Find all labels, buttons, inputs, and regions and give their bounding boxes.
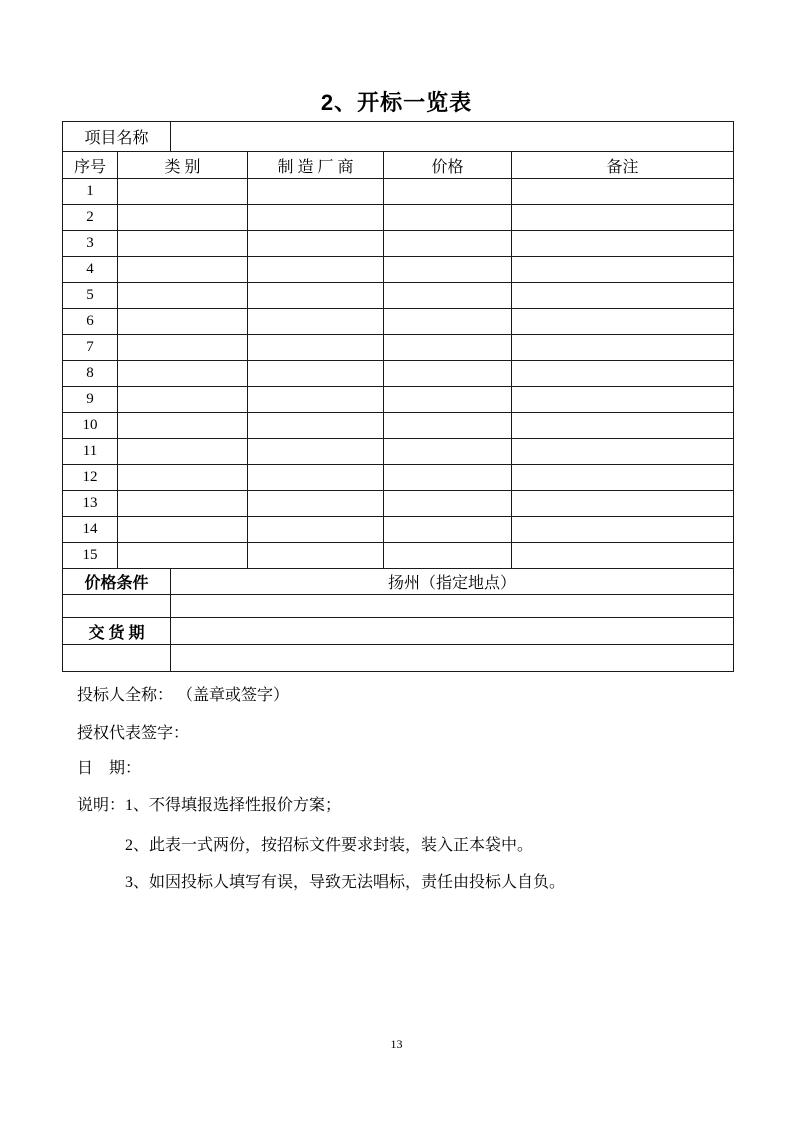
empty-cell [118,491,248,517]
empty-cell [118,335,248,361]
header-category: 类 别 [118,152,248,179]
empty-cell [248,543,384,569]
table-row [63,387,734,413]
empty-cell [118,361,248,387]
empty-cell [118,309,248,335]
empty-cell [512,465,734,491]
header-remarks: 备注 [512,152,734,179]
row-number: 12 [63,465,118,491]
footer-row-label: 交 货 期 [63,618,171,645]
row-number: 7 [63,335,118,361]
empty-cell [384,387,512,413]
empty-cell [248,465,384,491]
footer-row-label [63,645,171,672]
empty-cell [512,491,734,517]
row-number: 1 [63,179,118,205]
table-row [63,179,734,205]
table-row [63,543,734,569]
empty-cell [512,335,734,361]
table-row [63,361,734,387]
empty-cell [118,283,248,309]
bid-opening-table [62,121,734,672]
empty-cell [118,439,248,465]
empty-cell [118,205,248,231]
header-manufacturer: 制 造 厂 商 [248,152,384,179]
table-header-row [63,152,734,179]
table-row [63,413,734,439]
table-row [63,257,734,283]
footer-row-value [171,595,734,618]
table-row [63,283,734,309]
notes-line-1: 说明：1、不得填报选择性报价方案； [77,797,342,814]
empty-cell [248,205,384,231]
empty-cell [384,231,512,257]
row-number: 13 [63,491,118,517]
empty-cell [384,179,512,205]
empty-cell [384,439,512,465]
empty-cell [248,387,384,413]
table-row [63,517,734,543]
empty-cell [248,309,384,335]
row-number: 15 [63,543,118,569]
row-number: 8 [63,361,118,387]
table-footer-row [63,569,734,595]
row-number: 14 [63,517,118,543]
empty-cell [118,231,248,257]
page-title: 2、开标一览表 [320,90,473,115]
table-footer-row [63,618,734,645]
empty-cell [512,543,734,569]
row-number: 5 [63,283,118,309]
empty-cell [512,231,734,257]
empty-cell [384,335,512,361]
row-number: 11 [63,439,118,465]
header-serial-number: 序号 [63,152,118,179]
footer-row-value [171,645,734,672]
empty-cell [118,465,248,491]
footer-row-value [171,618,734,645]
row-number: 6 [63,309,118,335]
project-name-value [171,122,734,152]
page-number: 13 [390,1037,403,1051]
empty-cell [248,335,384,361]
empty-cell [118,257,248,283]
empty-cell [384,517,512,543]
empty-cell [248,361,384,387]
empty-cell [248,231,384,257]
row-number: 3 [63,231,118,257]
footer-row-value: 扬州（指定地点） [171,569,734,595]
empty-cell [118,387,248,413]
empty-cell [248,517,384,543]
table-row [63,309,734,335]
empty-cell [248,179,384,205]
empty-cell [512,413,734,439]
table-footer-row [63,645,734,672]
empty-cell [384,257,512,283]
empty-cell [384,283,512,309]
table-row [63,205,734,231]
authorized-representative-line: 授权代表签字： [77,725,190,742]
empty-cell [248,439,384,465]
empty-cell [512,309,734,335]
empty-cell [512,517,734,543]
bidder-name-line: 投标人全称： （盖章或签字） [77,687,290,704]
table-row [63,231,734,257]
row-number: 10 [63,413,118,439]
empty-cell [384,309,512,335]
empty-cell [248,491,384,517]
header-price: 价格 [384,152,512,179]
footer-row-label [63,595,171,618]
empty-cell [248,283,384,309]
date-line: 日 期： [77,760,142,777]
project-name-label: 项目名称 [63,122,171,152]
notes-line-2: 2、此表一式两份，按招标文件要求封装，装入正本袋中。 [125,837,534,854]
notes-line-3: 3、如因投标人填写有误，导致无法唱标，责任由投标人自负。 [125,874,566,891]
empty-cell [384,361,512,387]
empty-cell [248,257,384,283]
empty-cell [512,361,734,387]
empty-cell [384,465,512,491]
footer-row-label: 价格条件 [63,569,171,595]
table-row [63,335,734,361]
empty-cell [512,179,734,205]
project-name-row [63,122,734,152]
row-number: 4 [63,257,118,283]
table-row [63,491,734,517]
table-footer-row [63,595,734,618]
empty-cell [384,413,512,439]
table-row [63,465,734,491]
empty-cell [384,205,512,231]
empty-cell [248,413,384,439]
empty-cell [512,257,734,283]
empty-cell [384,543,512,569]
table-row [63,439,734,465]
empty-cell [512,439,734,465]
empty-cell [118,413,248,439]
empty-cell [118,543,248,569]
empty-cell [384,491,512,517]
row-number: 9 [63,387,118,413]
empty-cell [118,517,248,543]
row-number: 2 [63,205,118,231]
empty-cell [512,205,734,231]
empty-cell [512,387,734,413]
empty-cell [118,179,248,205]
empty-cell [512,283,734,309]
